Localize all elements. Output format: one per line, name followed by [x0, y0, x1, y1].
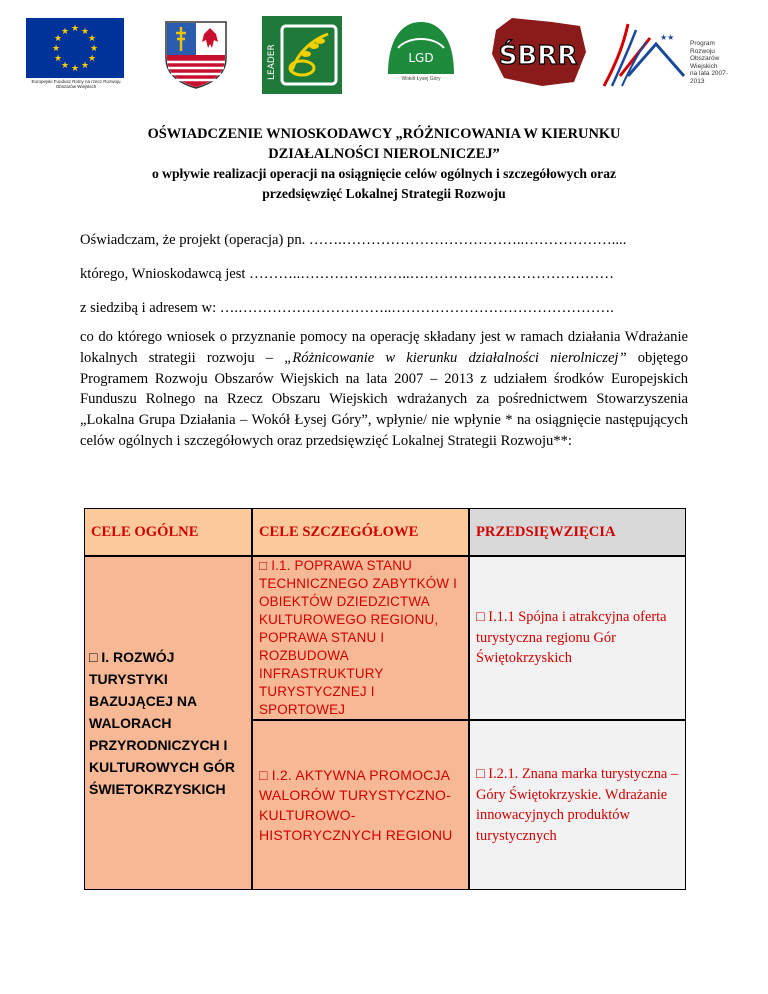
svg-text:★: ★ [87, 54, 97, 64]
eu-logo [24, 18, 126, 88]
goals-table [84, 508, 686, 890]
svg-text:★: ★ [51, 44, 61, 54]
document-heading [80, 124, 688, 204]
lgd-logo [384, 18, 458, 88]
action-name: „Różnicowanie w kierunku działalności nierolniczej” [284, 349, 627, 366]
svg-text:★: ★ [70, 64, 80, 74]
undertaking-cell[interactable] [469, 556, 686, 720]
applicant-line[interactable]: którego, Wnioskodawcą jest ………..…………………..…………………………………… [80, 266, 614, 282]
address-line[interactable]: z siedzibą i adresem w: ….…………………………..………………………………………. [80, 300, 614, 316]
svg-text:★: ★ [80, 27, 90, 37]
prow-logo [598, 20, 738, 90]
svg-text:★: ★ [60, 61, 70, 71]
svg-text:★: ★ [87, 34, 97, 44]
heading-line-1: OŚWIADCZENIE WNIOSKODAWCY „RÓŻNICOWANIA W KIERUNKU [147, 126, 621, 142]
heading-line-3: o wpływie realizacji operacji na osiągnięcie celów ogólnych i szczegółowych oraz [151, 166, 617, 181]
specific-goal-cell[interactable] [252, 556, 469, 720]
svg-text:★: ★ [53, 54, 63, 64]
general-goal-cell[interactable] [84, 556, 252, 890]
specific-goal-text: □ I.1. POPRAWA STANU TECHNICZNEGO ZABYTKÓW I OBIEKTÓW DZIEDZICTWA KULTUROWEGO REGIONU, POPRAWA STANU I ROZBUDOWA INFRASTRUKTURY TURYSTYCZNEJ I SPORTOWEJ [259, 558, 458, 717]
general-goal-text: □ I. ROZWÓJ TURYSTYKI BAZUJĄCEJ NA WALORACH PRZYRODNICZYCH I KULTUROWYCH GÓR ŚWIETOKRZYSKICH [89, 649, 235, 797]
project-name-line[interactable]: Oświadczam, że projekt (operacja) pn. …….………………………………..……………….... [80, 232, 627, 248]
header-undertakings: PRZEDSIĘWZIĘCIA [469, 508, 686, 556]
specific-goal-cell[interactable] [252, 720, 469, 890]
declaration-paragraph: co do którego wniosek o przyznanie pomocy na operację składany jest w ramach działania Wdrażanie lokalnych strategii rozwoju – „Różnicowanie w kierunku działalności nierolniczej” objętego Programem Rozwoju Obszarów Wiejskich na lata 2007 – 2013 z udziałem środków Europejskich Funduszu Rolnego na Rzecz Obszaru Wiejskich wdrażanych za pośrednictwem Stowarzyszenia „Lokalna Grupa Działania – Wokół Łysej Góry”, wpłynie/ nie wpłynie * na osiągnięcie następujących celów ogólnych i szczegółowych oraz przedsięwzięć Lokalnej Strategii Rozwoju**: [80, 329, 689, 449]
svg-text:★: ★ [80, 61, 90, 71]
undertaking-text: □ I.2.1. Znana marka turystyczna – Góry Świętokrzyskie. Wdrażanie innowacyjnych produktów turystycznych [476, 766, 679, 844]
heading-line-2: DZIAŁALNOŚCI NIEROLNICZEJ” [268, 146, 500, 162]
leader-label: LEADER [267, 44, 277, 80]
leader-logo [262, 16, 342, 94]
heading-line-4: przedsięwzięć Lokalnej Strategii Rozwoju [262, 186, 506, 201]
undertaking-cell[interactable] [469, 720, 686, 890]
sbrr-label: ŚBRR [498, 41, 578, 71]
svg-text:★: ★ [70, 24, 80, 34]
header-specific-goals: CELE SZCZEGÓŁOWE [252, 508, 469, 556]
undertaking-text: □ I.1.1 Spójna i atrakcyjna oferta turystyczna regionu Gór Świętokrzyskich [476, 609, 667, 667]
svg-text:★: ★ [53, 34, 63, 44]
eu-flag-icon [26, 18, 124, 78]
svg-text:★: ★ [89, 44, 99, 54]
svg-text:★★: ★★ [660, 33, 675, 42]
sbrr-logo [482, 16, 592, 88]
coat-of-arms-icon [162, 18, 230, 90]
lgd-label: LGD [408, 51, 434, 65]
eu-caption: Europejski Fundusz Rolny na rzecz Rozwoju Obszarów Wiejskich [31, 79, 121, 89]
logo-strip [0, 14, 768, 96]
prow-caption: Program Rozwoju Obszarów Wiejskich na lata 2007-2013 [690, 40, 728, 85]
svg-text:★: ★ [60, 27, 70, 37]
specific-goal-text: □ I.2. AKTYWNA PROMOCJA WALORÓW TURYSTYCZNO-KULTUROWO-HISTORYCZNYCH REGIONU [259, 767, 453, 843]
header-general-goals: CELE OGÓLNE [84, 508, 252, 556]
lgd-caption: Wokół Łysej Góry [401, 76, 441, 82]
